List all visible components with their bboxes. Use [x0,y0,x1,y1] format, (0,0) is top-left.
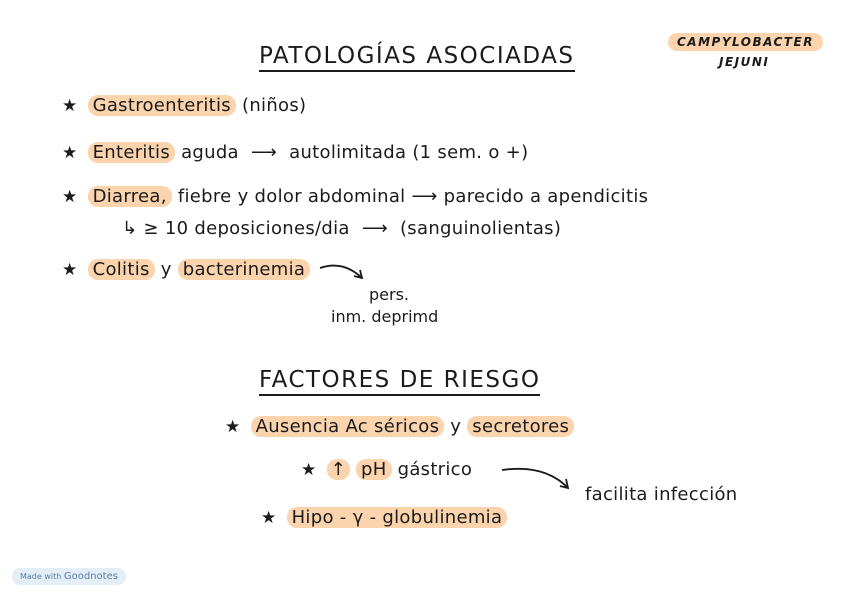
list-item-ph [301,459,472,480]
item-text: (niños) [242,95,307,116]
item-text: fiebre y dolor abdominal [177,186,406,207]
hook-arrow-icon: ↳ [122,218,138,239]
star-icon: ★ [62,143,78,163]
highlight-text: secretores [467,416,574,437]
right-arrow-icon: ⟶ [355,218,394,239]
star-icon: ★ [62,187,78,207]
topic-badge-line2: JEJUNI [719,55,770,69]
curved-arrow-icon [500,462,576,496]
curved-arrow-icon [318,258,368,284]
result-text: facilita infección [585,484,738,505]
star-icon: ★ [301,460,317,480]
item-text: autolimitada (1 sem. o +) [289,142,529,163]
topic-badge [668,31,823,50]
highlight-text: Hipo - γ - globulinemia [287,507,508,528]
highlight-text: Diarrea, [88,186,172,207]
highlight-text: Colitis [88,259,155,280]
list-item-hipogammaglobulinemia [261,507,507,528]
item-text: aguda [181,142,239,163]
item-text: gástrico [397,459,473,480]
goodnotes-watermark [12,568,126,585]
item-text: parecido a apendicitis [443,186,649,207]
right-arrow-icon: ⟶ [411,186,438,207]
section-title-patologias: PATOLOGÍAS ASOCIADAS [259,43,575,72]
highlight-text: pH [356,459,392,480]
note-line1: pers. [369,285,409,304]
right-arrow-icon: ⟶ [244,142,284,163]
section-title-factores: FACTORES DE RIESGO [259,367,540,396]
star-icon: ★ [261,508,277,528]
watermark-prefix: Made with [20,572,62,581]
list-item-enteritis [62,142,528,163]
highlight-text: bacterinemia [178,259,311,280]
topic-badge-line1: CAMPYLOBACTER [668,33,823,51]
list-subitem-deposiciones [122,218,561,239]
item-text: ≥ 10 deposiciones/dia [143,218,350,239]
list-item-ausencia [225,416,574,437]
list-item-diarrea [62,186,648,207]
note-line2: inm. deprimd [331,307,439,326]
list-item-gastroenteritis [62,95,306,116]
highlight-text: Gastroenteritis [88,95,236,116]
highlight-text: Enteritis [88,142,175,163]
star-icon: ★ [62,96,78,116]
item-text: (sanguinolientas) [399,218,562,239]
list-item-colitis [62,259,310,280]
watermark-brand: Goodnotes [63,571,118,582]
item-text: y [160,259,172,280]
star-icon: ★ [62,260,78,280]
up-arrow-icon: ↑ [327,459,350,480]
item-text: y [450,416,462,437]
star-icon: ★ [225,417,241,437]
highlight-text: Ausencia Ac séricos [251,416,445,437]
